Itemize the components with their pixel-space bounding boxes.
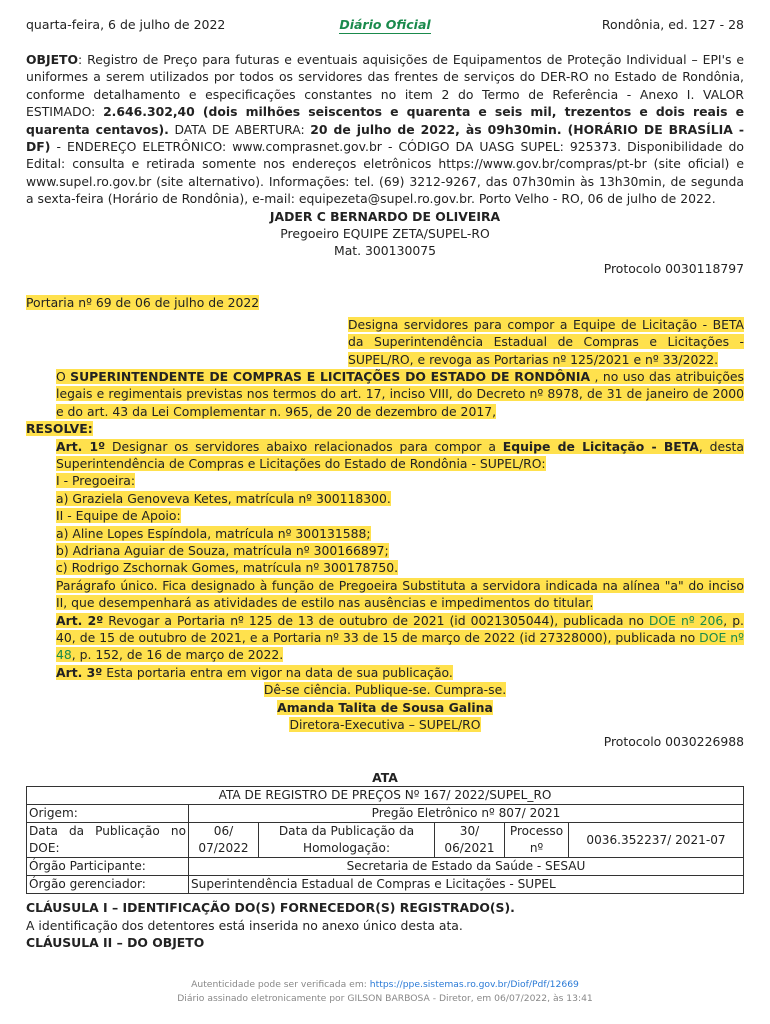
protocol-1: Protocolo 0030118797: [603, 260, 744, 276]
art1-label: Art. 1º: [56, 438, 106, 454]
intro-rest: , no uso das atribuições legais e regimentais previstas nos termos do art. 17, inciso VIII, do Decreto nº 8978, de 31 de janeiro de 2000 e do art. 43 da Lei Complementar n. 965, de 20 de dezembro de 2017,: [56, 368, 744, 419]
portaria-title: [26, 294, 744, 311]
processo-value: 0036.352237/ 2021-07: [569, 823, 744, 858]
footer-verify: [0, 978, 770, 992]
table-row: [27, 823, 744, 858]
gerenciador-value: Superintendência Estadual de Compras e Licitações - SUPEL: [189, 876, 744, 894]
page-footer: [0, 978, 770, 1006]
footer-verify-link[interactable]: https://ppe.sistemas.ro.gov.br/Diof/Pdf/12669: [369, 979, 579, 990]
objeto-text: : Registro de Preço para futuras e eventuais aquisições de Equipamentos de Proteção Individual – EPI's e uniformes a serem utilizados por todos os servidores das frentes de serviços do DER-RO no Estado de Rondônia, conforme detalhamento e especificações constantes no item 2 do Termo de Referência - Anexo I. VALOR ESTIMADO:: [26, 52, 744, 120]
objeto-paragraph: [26, 51, 744, 208]
doe-link-206[interactable]: DOE nº 206: [648, 612, 724, 628]
list-item: [26, 472, 744, 489]
list-item: [26, 490, 744, 507]
abertura-label: DATA DE ABERTURA:: [168, 121, 311, 137]
gerenciador-label: Órgão gerenciador:: [27, 876, 189, 894]
list-item: [26, 525, 744, 542]
clausula-2-heading: [26, 934, 744, 951]
doe-link-48[interactable]: DOE nº 48: [56, 630, 744, 663]
signer-role: Pregoeiro EQUIPE ZETA/SUPEL-RO: [280, 226, 490, 242]
list-item: [26, 542, 744, 559]
paragrafo-unico-text: Parágrafo único. Fica designado à função de Pregoeira Substituta a servidora indicada na alínea "a" do inciso II, que desempenhará as atividades de estilo nas ausências e impedimentos do titular.: [56, 577, 744, 611]
objeto-details: - ENDEREÇO ELETRÔNICO: www.comprasnet.gov.br - CÓDIGO DA UASG SUPEL: 925373. Disponibilidade do Edital: consulta e retirada somente nos endereços eletrônicos https://www.gov.br/compras/pt-br (site oficial) e www.supel.ro.gov.br (site alternativo). Informações: tel. (69) 3212-9267, das 07h30min às 13h30min, de segunda a sexta-feira (Horário de Rondônia), e-mail: equipezeta@supel.ro.gov.br. Porto Velho - RO, 06 de julho de 2022.: [26, 139, 744, 207]
table-row: [27, 876, 744, 894]
table-row: [27, 858, 744, 876]
signer-mat: Mat. 300130075: [334, 243, 436, 259]
art2-text: Revogar a Portaria nº 125 de 13 de outubro de 2021 (id 0021305044), publicada no: [103, 612, 649, 628]
paragrafo-unico: [26, 577, 744, 612]
signer-name-text: JADER C BERNARDO DE OLIVEIRA: [269, 208, 501, 224]
ata-table-title: ATA DE REGISTRO DE PREÇOS Nº 167/ 2022/SUPEL_RO: [27, 787, 744, 805]
homol-label: Data da Publicação da Homologação:: [259, 823, 435, 858]
list-item-text: a) Aline Lopes Espíndola, matrícula nº 300131588;: [56, 525, 371, 541]
art1: [26, 438, 744, 473]
closing-text: Dê-se ciência. Publique-se. Cumpra-se.: [263, 682, 507, 698]
resolve-text: RESOLVE:: [26, 421, 93, 437]
art2-text: , p. 40, de 15 de outubro de 2021, e a Portaria nº 33 de 15 de março de 2022 (id 27328000), publicada no: [56, 612, 744, 645]
portaria-title-text: Portaria nº 69 de 06 de julho de 2022: [26, 295, 260, 311]
ata-heading: [26, 769, 744, 786]
art2: [26, 612, 744, 664]
footer-verify-label: Autenticidade pode ser verificada em:: [191, 979, 370, 990]
portaria-signer: [26, 699, 744, 716]
clausula-1-body: A identificação dos detentores está inserida no anexo único desta ata.: [26, 917, 463, 933]
clausula-1-text: CLÁUSULA I – IDENTIFICAÇÃO DO(S) FORNECEDOR(S) REGISTRADO(S).: [26, 900, 515, 916]
art1-text: Designar os servidores abaixo relacionados para compor a: [105, 438, 503, 454]
intro-o: O: [56, 368, 71, 384]
participante-label: Órgão Participante:: [27, 858, 189, 876]
list-item-text: I - Pregoeira:: [56, 473, 136, 489]
art1-team: Equipe de Licitação - BETA: [502, 438, 699, 454]
ata-heading-text: ATA: [372, 769, 398, 785]
art3-label: Art. 3º: [56, 664, 103, 680]
header-edition: Rondônia, ed. 127 - 28: [601, 17, 744, 32]
list-item-text: c) Rodrigo Zschornak Gomes, matrícula nº 300178750.: [56, 560, 399, 576]
portaria-intro: [26, 368, 744, 420]
pub-label: Data da Publicação no DOE:: [27, 823, 189, 858]
portaria-signer-name: Amanda Talita de Sousa Galina: [277, 699, 493, 715]
clausula-1-heading: [26, 899, 744, 916]
footer-signed: Diário assinado eletronicamente por GILSON BARBOSA - Diretor, em 06/07/2022, às 13:41: [177, 993, 593, 1004]
document-content: [26, 51, 744, 951]
journal-title-text: Diário Oficial: [339, 17, 431, 32]
data-abertura: 20 de julho de 2022, às 09h30min. (HORÁRIO DE BRASÍLIA - DF): [26, 121, 744, 155]
homol-value: 30/ 06/2021: [435, 823, 505, 858]
list-item: [26, 559, 744, 576]
spacer: [26, 277, 744, 294]
processo-label: Processo nº: [505, 823, 569, 858]
art2-label: Art. 2º: [56, 612, 104, 628]
pub-value: 06/ 07/2022: [189, 823, 259, 858]
intro-authority: SUPERINTENDENTE DE COMPRAS E LICITAÇÕES DO ESTADO DE RONDÔNIA: [70, 368, 591, 384]
art1-rest: , desta Superintendência de Compras e Licitações do Estado de Rondônia - SUPEL/RO:: [56, 438, 744, 471]
table-row: [27, 787, 744, 805]
list-item-text: a) Graziela Genoveva Ketes, matrícula nº 300118300.: [56, 490, 391, 506]
origem-label: Origem:: [27, 805, 189, 823]
art3: [26, 664, 744, 681]
portaria-signer-role-text: Diretora-Executiva – SUPEL/RO: [289, 717, 481, 733]
protocol-2: Protocolo 0030226988: [603, 734, 744, 750]
clausula-2-text: CLÁUSULA II – DO OBJETO: [26, 935, 205, 951]
header-date: quarta-feira, 6 de julho de 2022: [26, 17, 226, 32]
portaria-signer-role: [26, 716, 744, 733]
list-item: [26, 507, 744, 524]
resolve: [26, 420, 744, 437]
portaria-ementa: [348, 316, 744, 368]
list-item-text: b) Adriana Aguiar de Souza, matrícula nº 300166897;: [56, 542, 389, 558]
art3-text: Esta portaria entra em vigor na data de sua publicação.: [102, 664, 453, 680]
portaria-ementa-text: Designa servidores para compor a Equipe de Licitação - BETA da Superintendência Estadual de Compras e Licitações - SUPEL/RO, e revoga as Portarias nº 125/2021 e nº 33/2022.: [348, 316, 744, 367]
closing: [26, 681, 744, 698]
signer-name: [26, 208, 744, 225]
valor-estimado: 2.646.302,40 (dois milhões seiscentos e quarenta e seis mil, trezentos e dois reais e quarenta centavos).: [26, 104, 744, 137]
objeto-label: OBJETO: [26, 52, 79, 67]
page-header: [26, 16, 744, 36]
origem-value: Pregão Eletrônico nº 807/ 2021: [189, 805, 744, 823]
table-row: [27, 805, 744, 823]
spacer: [26, 751, 744, 769]
art2-text: , p. 152, de 16 de março de 2022.: [71, 647, 284, 663]
ata-table: [26, 786, 744, 894]
participante-value: Secretaria de Estado da Saúde - SESAU: [189, 858, 744, 876]
list-item-text: II - Equipe de Apoio:: [56, 508, 181, 524]
